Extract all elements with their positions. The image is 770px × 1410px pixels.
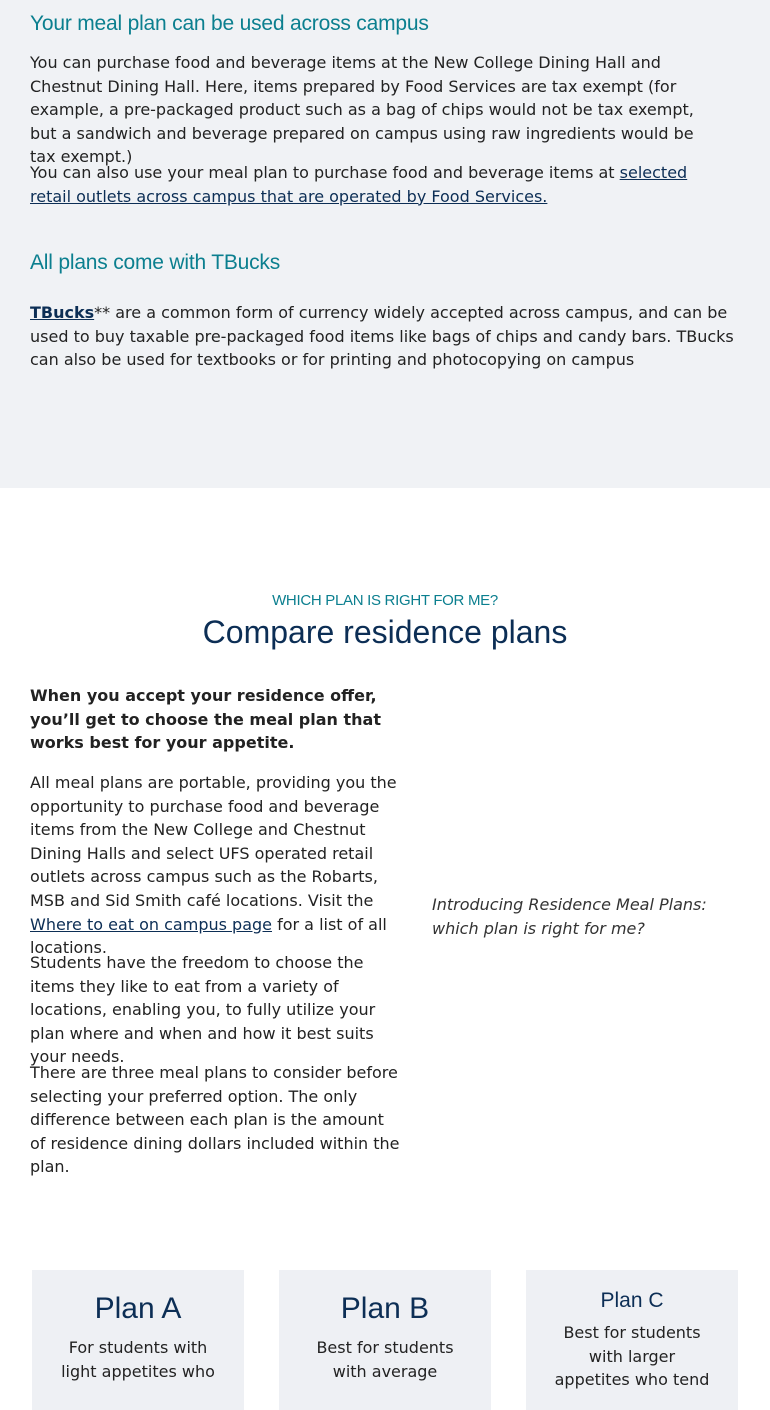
plan-b-title: Plan B	[340, 1292, 430, 1325]
portable-text-after: for a list of all locations.	[30, 914, 387, 958]
tbucks-text: ** are a common form of currency widely accepted across campus, and can be used to buy taxable pre-packaged food items like bags of chips and candy bars. TBucks can also be used for textbooks or for printing and photocopying on campus	[30, 303, 734, 370]
campus-paragraph: You can purchase food and beverage items at the New College Dining Hall and Chestnut Dining Hall. Here, items prepared by Food Services are tax exempt (for example, a pre-packaged product such as a bag of chips would not be tax exempt, but a sandwich and beverage prepared on campus using raw ingredients would be tax exempt.)	[30, 53, 694, 167]
plan-a-description: For students with light appetites who	[61, 1338, 215, 1381]
tbucks-heading: All plans come with TBucks	[30, 251, 281, 274]
where-to-eat-link[interactable]: Where to eat on campus page	[30, 914, 272, 934]
plan-b-description: Best for students with average	[316, 1338, 454, 1381]
campus-retail-paragraph	[30, 161, 720, 208]
campus-heading: Your meal plan can be used across campus	[30, 12, 429, 35]
portable-paragraph	[30, 771, 402, 960]
retail-outlets-link[interactable]: selected retail outlets across campus that are operated by Food Services.	[30, 163, 688, 206]
freedom-paragraph: Students have the freedom to choose the items they like to eat from a variety of locations, enabling you, to fully utilize your plan where and when and how it best suits your needs.	[30, 953, 376, 1067]
compare-heading: Compare residence plans	[202, 614, 568, 650]
plan-card-b[interactable]	[279, 1270, 491, 1410]
plan-card-a[interactable]	[32, 1270, 244, 1410]
compare-lead: When you accept your residence offer, you’ll get to choose the meal plan that works best for your appetite.	[30, 686, 381, 753]
plan-c-description: Best for students with larger appetites who tend	[554, 1323, 710, 1390]
video-caption: Introducing Residence Meal Plans: which plan is right for me?	[432, 895, 707, 938]
plan-c-title: Plan C	[600, 1289, 664, 1312]
portable-text: All meal plans are portable, providing you the opportunity to purchase food and beverage items from the New College and Chestnut Dining Halls and select UFS operated retail outlets across campus such as the Robarts, MSB and Sid Smith café locations. Visit the	[30, 773, 397, 910]
three-plans-paragraph: There are three meal plans to consider before selecting your preferred option. The only difference between each plan is the amount of residence dining dollars included within the plan.	[30, 1063, 400, 1177]
plan-card-c[interactable]	[526, 1270, 738, 1410]
compare-eyebrow: WHICH PLAN IS RIGHT FOR ME?	[272, 592, 498, 609]
tbucks-link[interactable]: TBucks	[30, 303, 95, 322]
plan-a-title: Plan A	[94, 1292, 182, 1325]
campus-retail-text: You can also use your meal plan to purchase food and beverage items at	[30, 163, 620, 182]
tbucks-paragraph	[30, 301, 740, 372]
